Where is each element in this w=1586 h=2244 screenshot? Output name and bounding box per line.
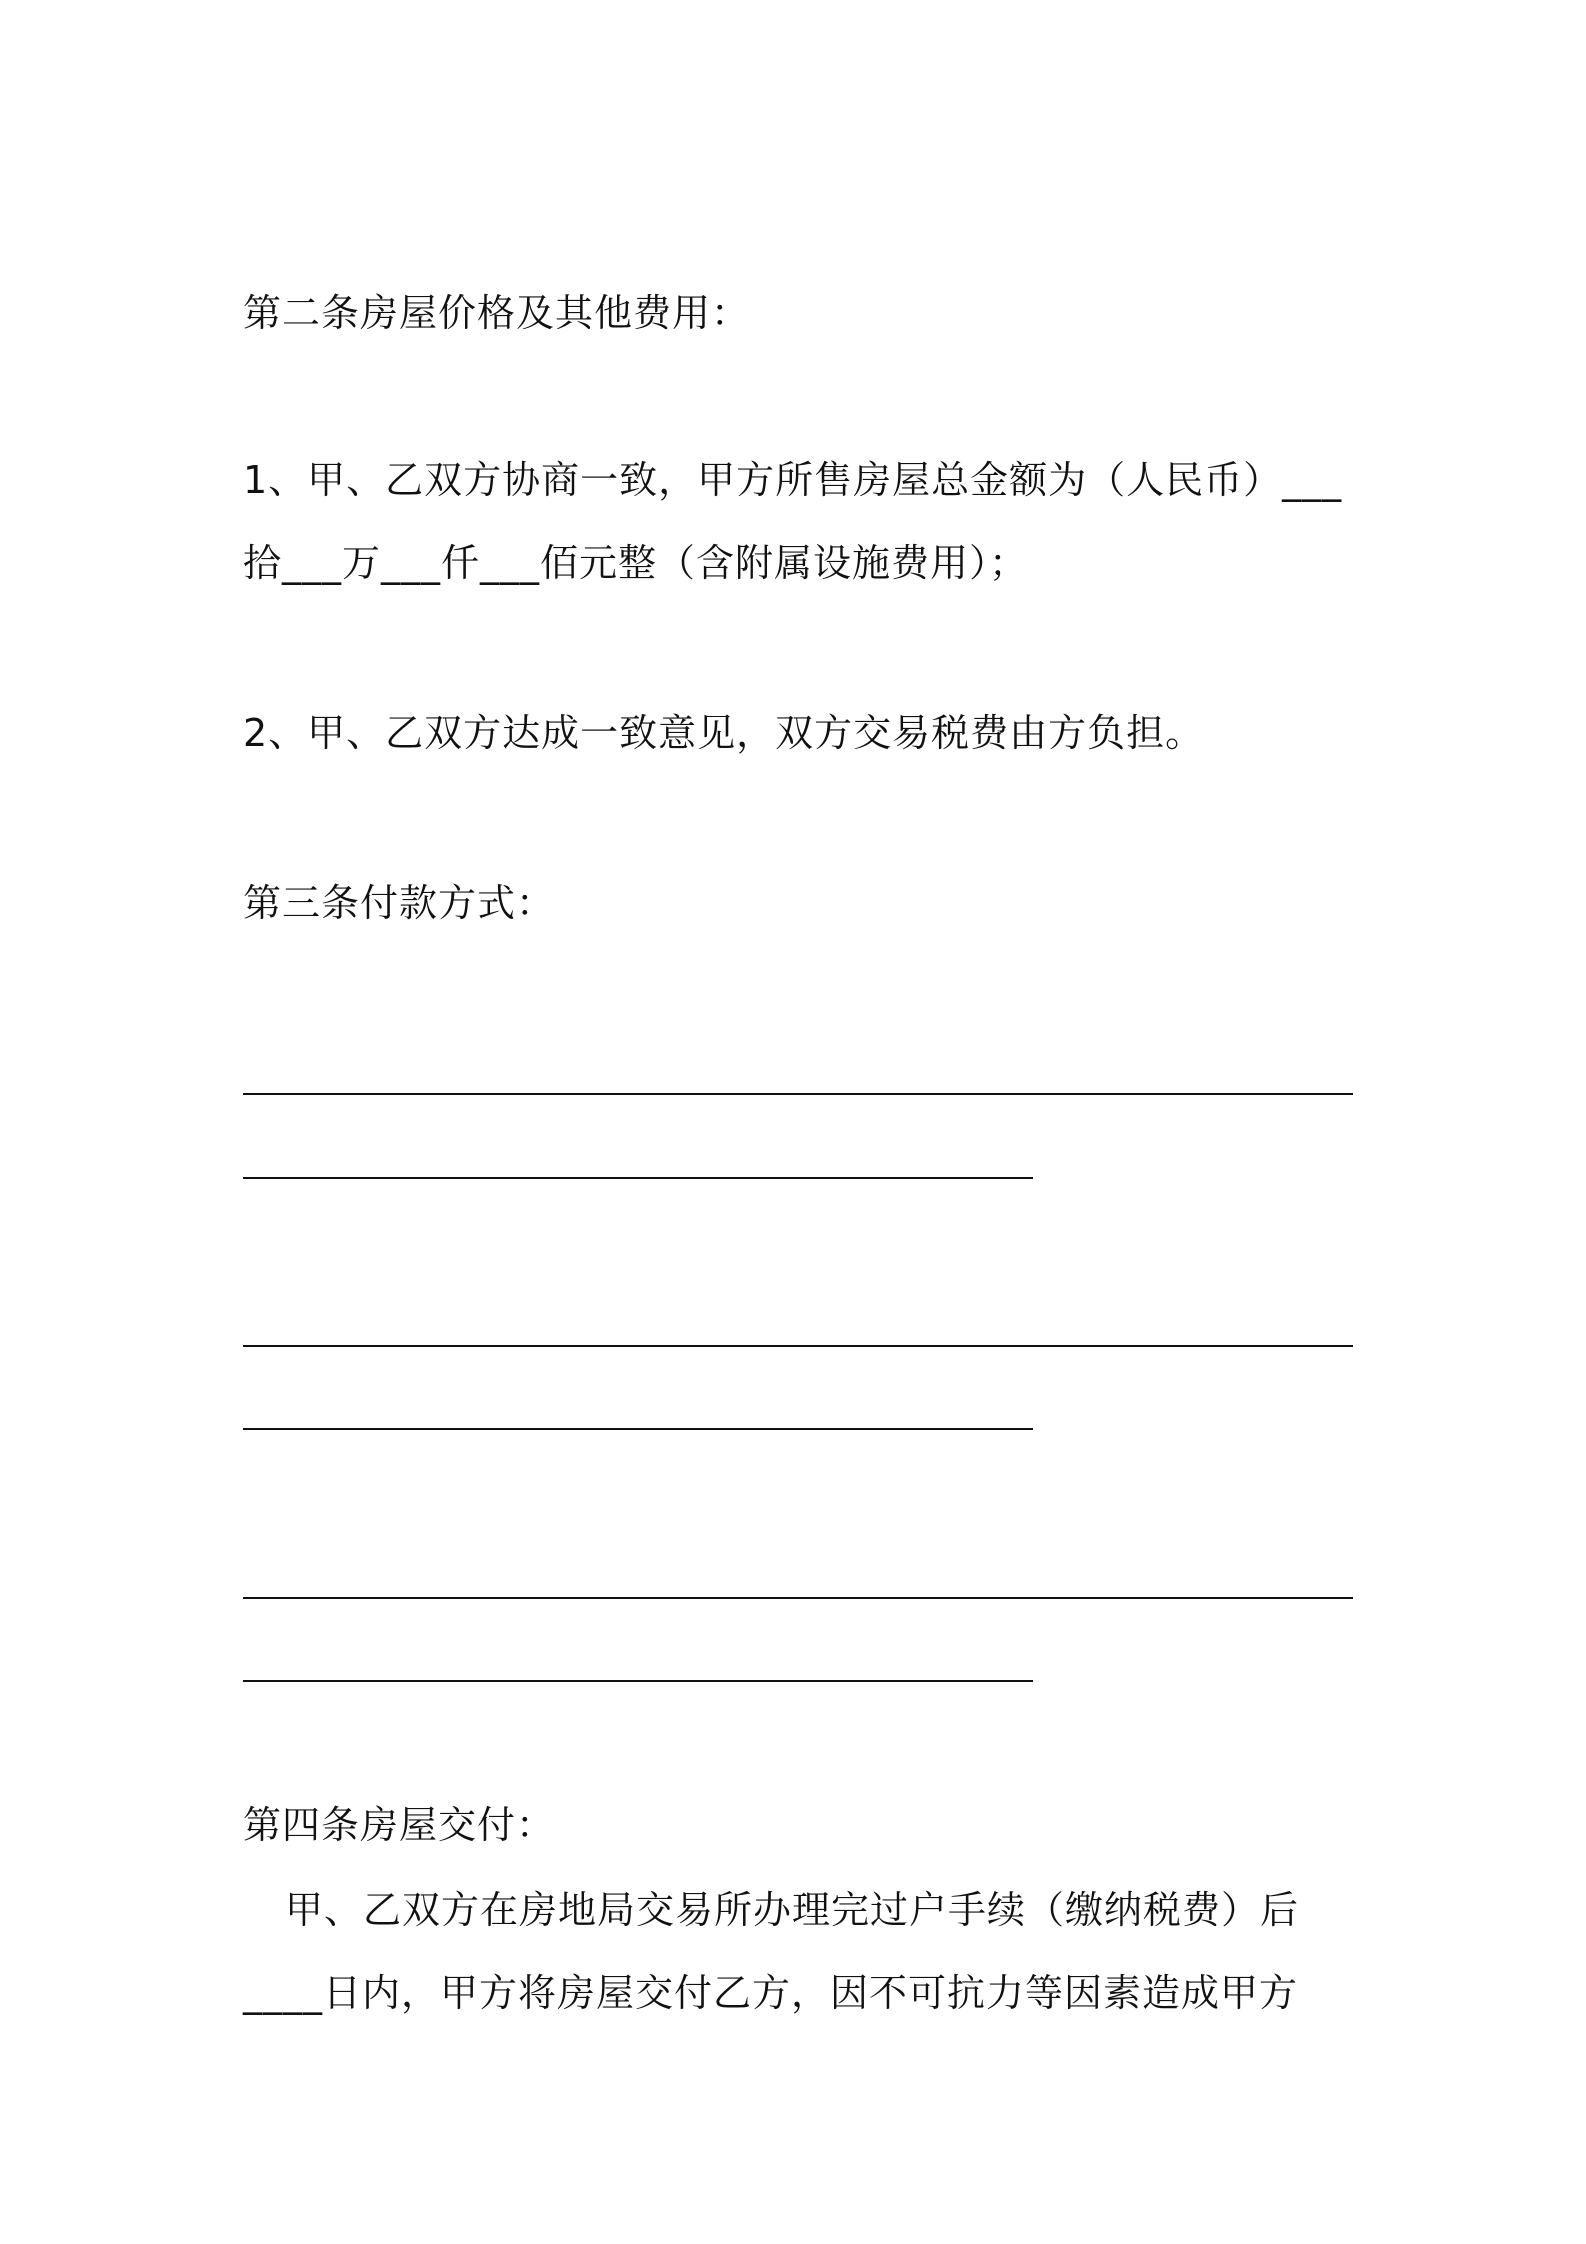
payment-blank-line: [243, 1680, 1033, 1682]
payment-blank-line: [243, 1093, 1353, 1095]
payment-blank-line: [243, 1177, 1033, 1179]
article-2-item-1-line-1: 1、甲、乙双方协商一致，甲方所售房屋总金额为（人民币）___: [243, 458, 1343, 502]
payment-blank-line: [243, 1597, 1353, 1599]
article-4-heading: 第四条房屋交付：: [243, 1803, 556, 1847]
article-2-heading: 第二条房屋价格及其他费用：: [243, 291, 751, 335]
payment-blank-line: [243, 1345, 1353, 1347]
payment-blank-line: [243, 1428, 1033, 1430]
article-2-item-2: 2、甲、乙双方达成一致意见，双方交易税费由方负担。: [243, 711, 1205, 755]
article-3-heading: 第三条付款方式：: [243, 881, 556, 925]
article-4-line-1: 甲、乙双方在房地局交易所办理完过户手续（缴纳税费）后: [285, 1888, 1300, 1932]
article-4-line-2: ____日内，甲方将房屋交付乙方，因不可抗力等因素造成甲方: [243, 1971, 1299, 2015]
article-2-item-1-line-2: 拾___万___仟___佰元整（含附属设施费用）；: [243, 541, 1029, 585]
